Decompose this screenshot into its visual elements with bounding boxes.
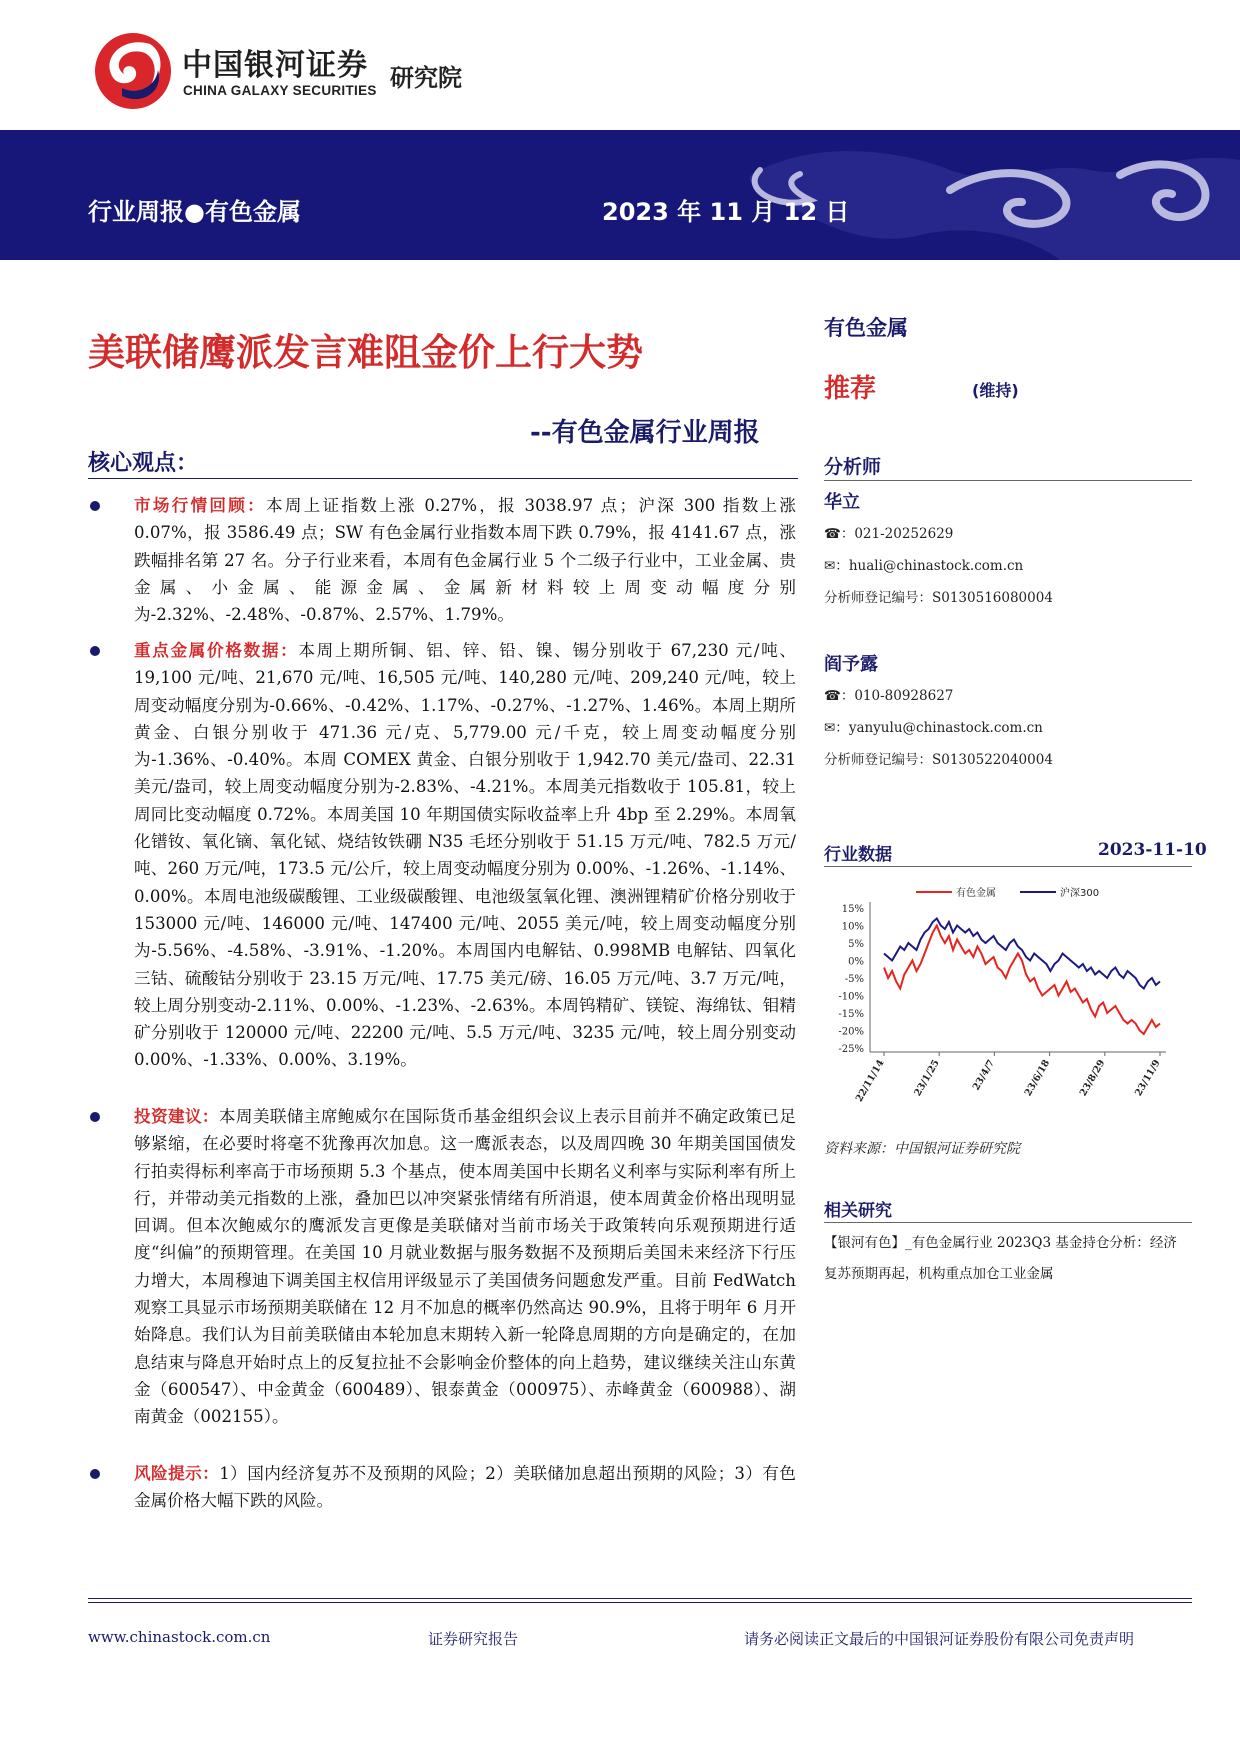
x-tick-label: 23/6/18 (1022, 1058, 1053, 1099)
section-paragraph (134, 1103, 796, 1431)
x-tick-label: 23/4/7 (970, 1058, 997, 1093)
company-logo (92, 30, 174, 112)
mail-icon: ✉： (824, 720, 849, 736)
analyst-phone: ☎：010-80928627 (824, 688, 954, 704)
footer-rule (88, 1598, 1192, 1599)
analyst-reg: 分析师登记编号：S0130516080004 (824, 590, 1053, 606)
section-paragraph (134, 637, 796, 1074)
y-tick-label: -25% (838, 1044, 864, 1055)
core-heading: 核心观点： (88, 451, 199, 476)
footer-disclaimer: 请务必阅读正文最后的中国银河证券股份有限公司免责声明 (744, 1630, 1135, 1648)
y-tick-label: 15% (841, 904, 864, 915)
x-tick-label: 22/11/14 (853, 1058, 887, 1104)
series-line-nonferrous (884, 926, 1160, 1035)
analyst-name: 华立 (824, 492, 860, 513)
mail-icon: ✉： (824, 558, 849, 574)
section-market-review (88, 492, 796, 628)
bullet-icon (90, 1469, 100, 1479)
section-label: 重点金属价格数据： (134, 641, 299, 660)
data-heading: 行业数据 (824, 845, 892, 865)
analyst-phone: ☎：021-20252629 (824, 526, 954, 542)
logo-cn: 中国银河证券 (182, 48, 368, 83)
section-text: 本周上期所铜、铝、锌、铅、镍、锡分别收于 67,230 元/吨、19,100 元/吨、21,670 元/吨、16,505 元/吨、140,280 元/吨、209,240 元/吨，较上周变动幅度分别为-0.66%、-0.42%、1.17%、-0.27%、-1.27%、1.46%。本周上期所黄金、白银分别收于 471.36 元/克、5,779.00 元/千克，较上周变动幅度分别为-1.36%、-0.40%。本周 COMEX 黄金、白银分别收于 1,942.70 美元/盎司、22.31 美元/盎司，较上周变动幅度分别为-2.83%、-4.21%。本周美元指数收于 105.81，较上周同比变动幅度 0.72%。本周美国 10 年期国债实际收益率上升 4bp 至 2.29%。本周氧化镨钕、氧化镝、氧化铽、烧结钕铁硼 N35 毛坯分别收于 51.15 万元/吨、782.5 万元/吨、260 万元/吨，173.5 元/公斤，较上周变动幅度分别为 0.00%、-1.26%、-1.14%、0.00%。本周电池级碳酸锂、工业级碳酸锂、电池级氢氧化锂、澳洲锂精矿价格分别收于 153000 元/吨、146000 元/吨、147400 元/吨、2055 美元/吨，较上周变动幅度分别为-5.56%、-4.58%、-3.91%、-1.20%。本周国内电解钴、0.998MB 电解钴、四氧化三钴、硫酸钴分别收于 23.15 万元/吨、17.75 美元/磅、16.05 万元/吨、3.7 万元/吨，较上周分别变动-2.11%、0.00%、-1.23%、-2.63%。本周钨精矿、镁锭、海绵钛、钼精矿分别收于 120000 元/吨、22200 元/吨、5.5 万元/吨、3235 元/吨，较上周分别变动 0.00%、-1.33%、0.00%、3.19%。 (134, 641, 797, 1070)
chart-source: 资料来源：中国银河证券研究院 (824, 1141, 1020, 1157)
section-investment-advice (88, 1103, 796, 1431)
y-tick-label: 10% (841, 921, 864, 933)
sidebar-industry: 有色金属 (824, 316, 908, 340)
analyst-reg: 分析师登记编号：S0130522040004 (824, 752, 1053, 768)
related-rule (824, 1222, 1192, 1223)
logo-en: CHINA GALAXY SECURITIES (183, 83, 377, 98)
section-label: 投资建议： (134, 1107, 219, 1126)
x-tick-label: 23/11/9 (1133, 1058, 1163, 1099)
logo-swirl-icon (92, 30, 174, 112)
analyst-email[interactable]: ✉：yanyulu@chinastock.com.cn (824, 720, 1043, 736)
institute-name: 研究院 (390, 64, 462, 92)
report-date: 2023 年 11 月 12 日 (602, 198, 850, 226)
footer-site[interactable]: www.chinastock.com.cn (88, 1628, 271, 1646)
section-paragraph (134, 1460, 796, 1515)
x-tick-label: 23/8/29 (1077, 1058, 1108, 1099)
y-tick-label: -15% (838, 1009, 864, 1020)
page-title: 美联储鹰派发言难阻金价上行大势 (88, 331, 643, 374)
analyst-name: 阎予露 (824, 654, 878, 675)
legend-label: 沪深300 (1060, 888, 1100, 899)
report-type: 行业周报●有色金属 (88, 198, 301, 226)
footer-center: 证券研究报告 (428, 1630, 519, 1648)
section-text: 1）国内经济复苏不及预期的风险；2）美联储加息超出预期的风险；3）有色金属价格大幅下跌的风险。 (134, 1464, 797, 1511)
bullet-icon (90, 646, 100, 656)
analyst-rule (824, 480, 1192, 481)
analyst-email[interactable]: ✉：huali@chinastock.com.cn (824, 558, 1024, 574)
sidebar-rating: 推荐 (824, 374, 877, 404)
data-date: 2023-11-10 (1098, 840, 1207, 860)
y-tick-label: 5% (848, 939, 864, 950)
data-rule (824, 866, 1192, 867)
x-tick-label: 23/1/25 (912, 1058, 942, 1099)
section-paragraph (134, 492, 796, 628)
phone-icon: ☎： (824, 526, 855, 542)
legend-label: 有色金属 (956, 888, 996, 899)
phone-icon: ☎： (824, 688, 855, 704)
related-report-link[interactable]: 【银河有色】_有色金属行业 2023Q3 基金持仓分析：经济复苏预期再起，机构重点加仓工业金属 (824, 1235, 1177, 1282)
y-tick-label: -5% (844, 974, 864, 985)
section-metal-prices (88, 637, 796, 1074)
y-tick-label: -10% (838, 991, 864, 1003)
section-label: 风险提示： (134, 1464, 220, 1483)
analyst-heading: 分析师 (824, 456, 882, 478)
sidebar-rating-note: (维持) (972, 381, 1019, 400)
y-tick-label: -20% (838, 1026, 864, 1038)
section-label: 市场行情回顾： (134, 496, 266, 515)
section-risk (88, 1460, 796, 1515)
page-subtitle: --有色金属行业周报 (530, 418, 760, 448)
core-heading-rule (88, 478, 798, 479)
related-heading: 相关研究 (824, 1201, 892, 1221)
footer-rule-thin (88, 1602, 1192, 1603)
y-tick-label: 0% (848, 956, 864, 968)
report-banner (0, 130, 1240, 260)
section-text: 本周美联储主席鲍威尔在国际货币基金组织会议上表示目前并不确定政策已足够紧缩，在必要时将毫不犹豫再次加息。这一鹰派表态，以及周四晚 30 年期美国国债发行拍卖得标利率高于市场预期 5.3 个基点，使本周美国中长期名义利率与实际利率有所上行，并带动美元指数的上涨，叠加巴以冲突紧张情绪有所消退，使本周黄金价格出现明显回调。但本次鲍威尔的鹰派发言更像是美联储对当前市场关于政策转向乐观预期进行适度“纠偏”的预期管理。在美国 10 月就业数据与服务数据不及预期后美国未来经济下行压力增大，本周穆迪下调美国主权信用评级显示了美国债务问题愈发严重。目前 FedWatch 观察工具显示市场预期美联储在 12 月不加息的概率仍然高达 90.9%，且将于明年 6 月开始降息。我们认为目前美联储由本轮加息末期转入新一轮降息周期的方向是确定的，在加息结束与降息开始时点上的反复拉扯不会影响金价整体的向上趋势，建议继续关注山东黄金（600547）、中金黄金（600489）、银泰黄金（000975）、赤峰黄金（600988）、湖南黄金（002155）。 (134, 1107, 796, 1427)
bullet-icon (90, 501, 100, 511)
industry-chart (824, 880, 1192, 1120)
section-text: 本周上证指数上涨 0.27%，报 3038.97 点；沪深 300 指数上涨 0.07%，报 3586.49 点；SW 有色金属行业指数本周下跌 0.79%，报 4141.67 点，涨跌幅排名第 27 名。分子行业来看，本周有色金属行业 5 个二级子行业中，工业金属、贵金属、小金属、能源金属、金属新材料较上周变动幅度分别为-2.32%、-2.48%、-0.87%、2.57%、1.79%。 (134, 496, 796, 625)
bullet-icon (90, 1112, 100, 1122)
